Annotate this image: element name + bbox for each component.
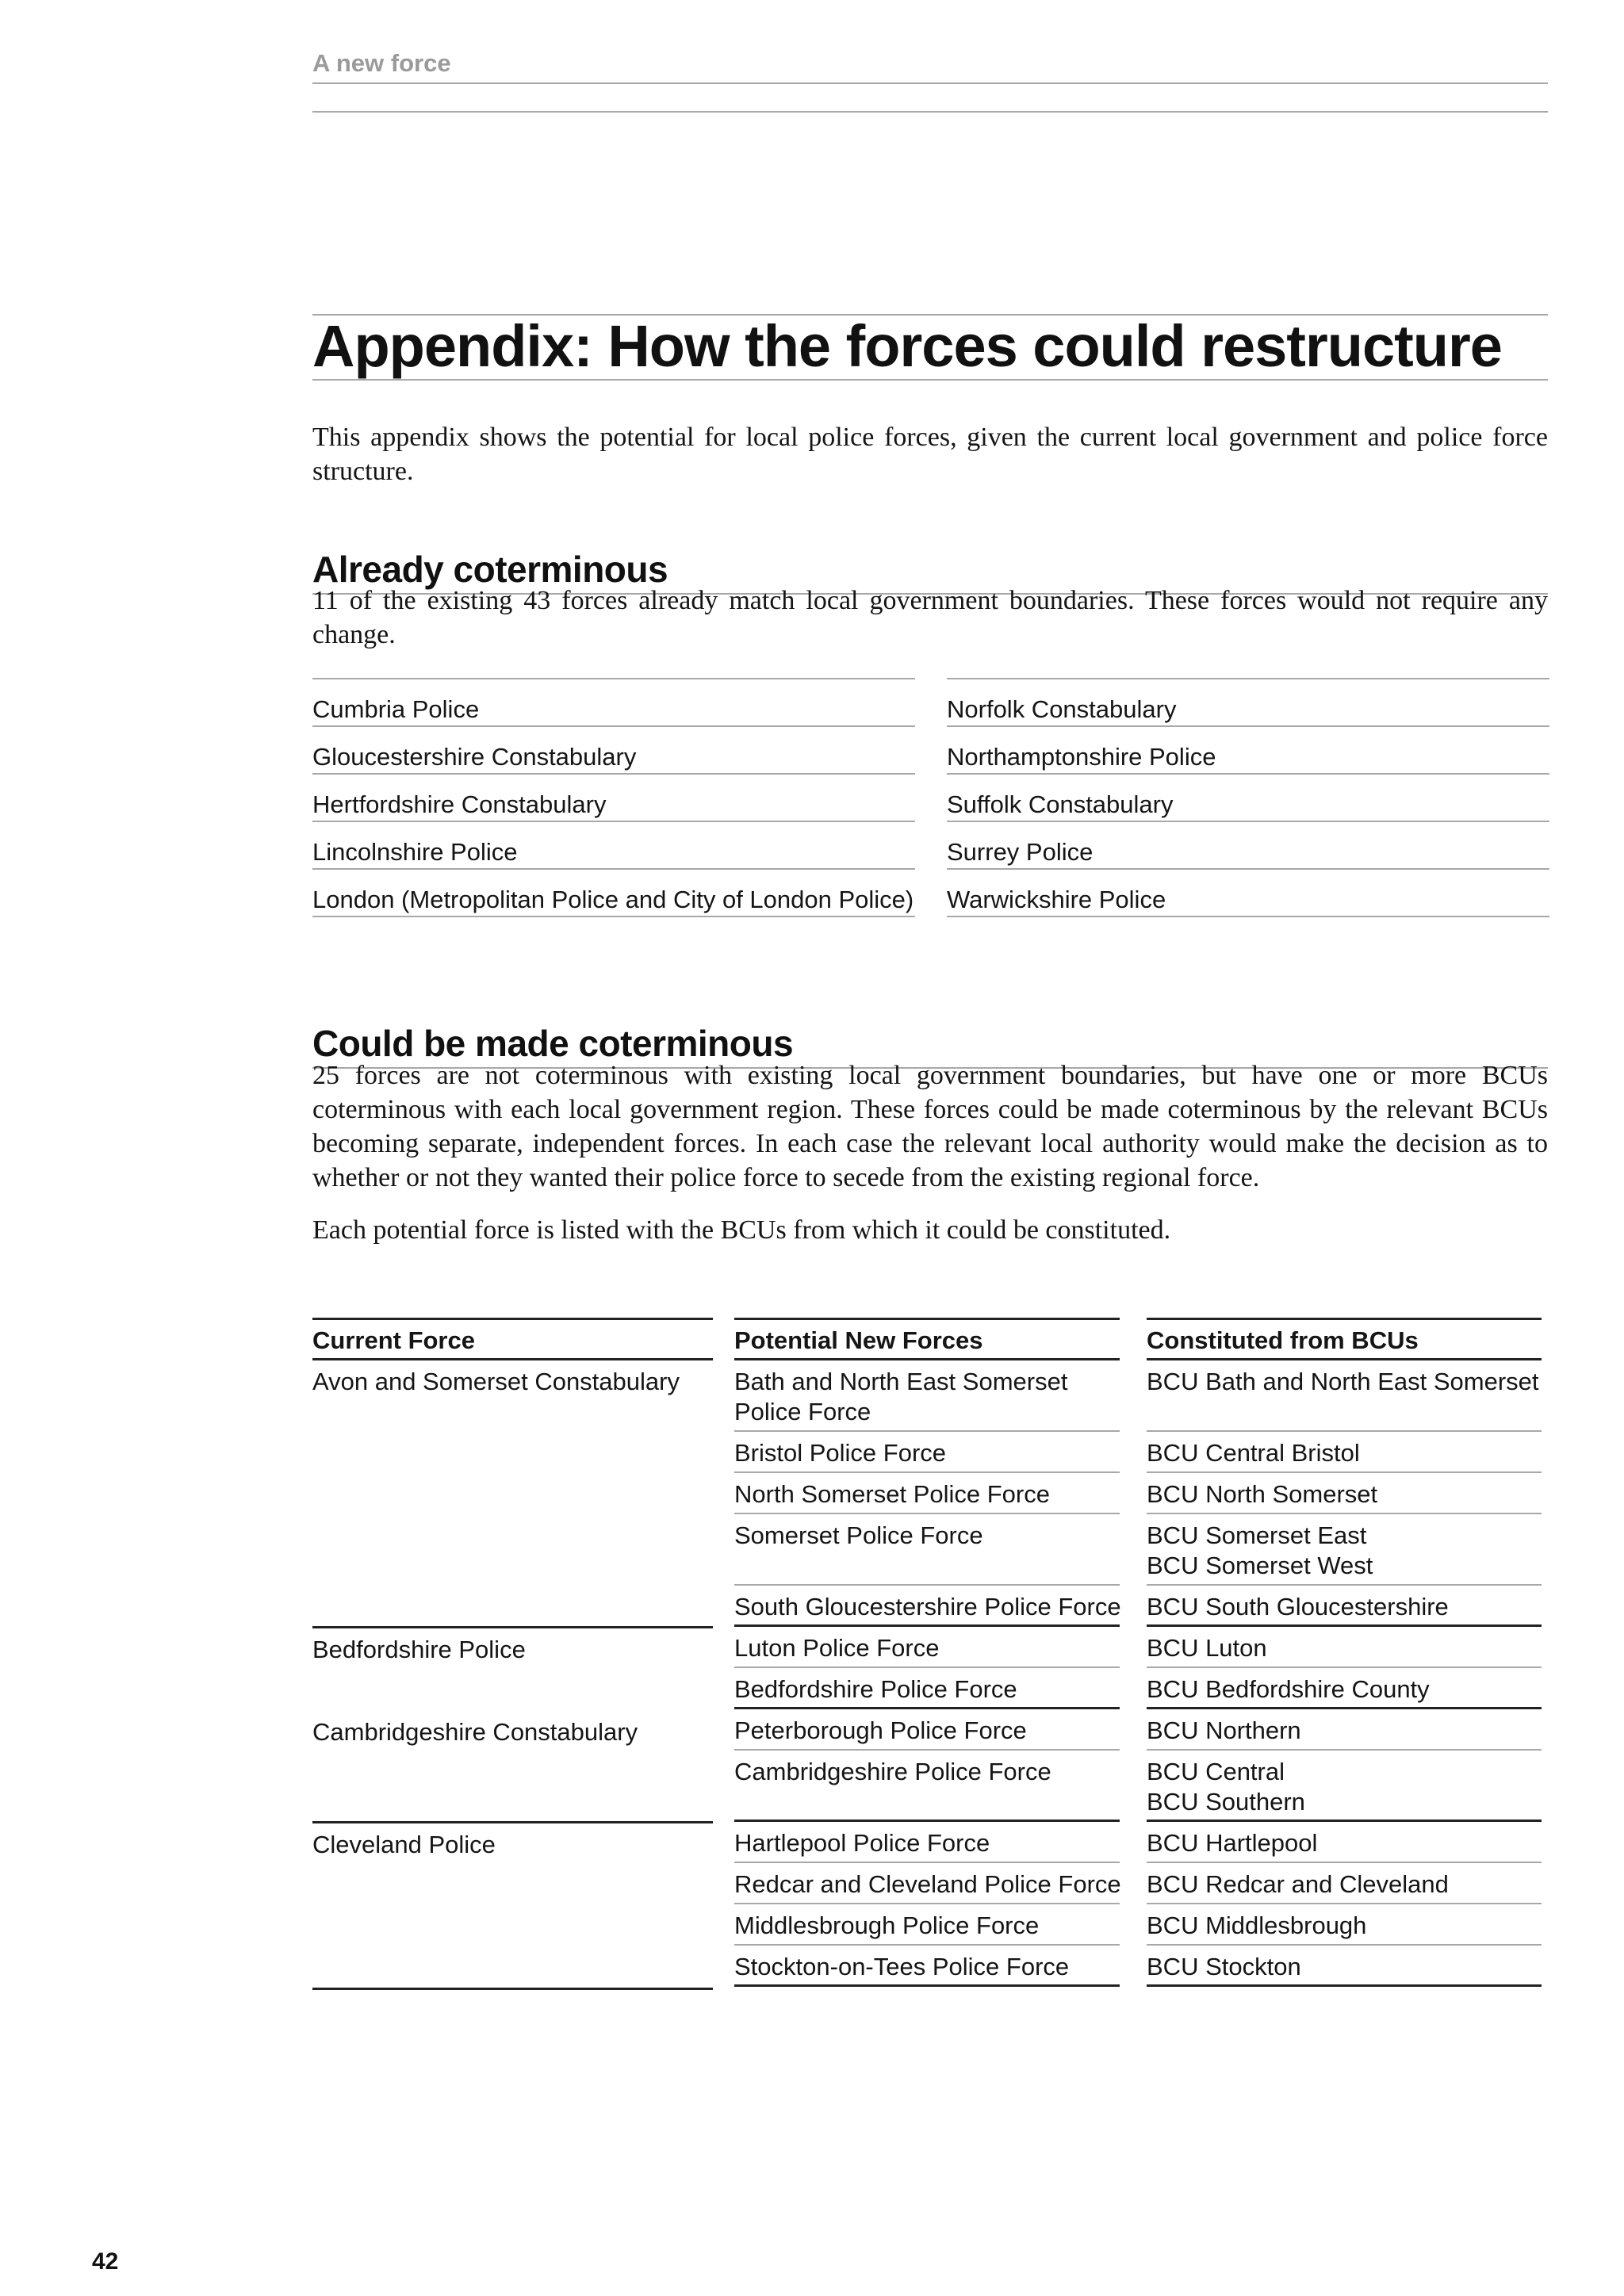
table-cell-bcu [1147, 1514, 1542, 1586]
table-cell-bcu: BCU Stockton [1147, 1946, 1542, 1987]
table-cell-line: Bath and North East Somerset [734, 1368, 1068, 1395]
table-cell-potential: Bristol Police Force [734, 1432, 1120, 1473]
table-cell-line: BCU Somerset East [1147, 1521, 1367, 1549]
bcu-header: Constituted from BCUs [1147, 1318, 1542, 1360]
table-cell-bcu: BCU North Somerset [1147, 1473, 1542, 1514]
table-cell-potential: Somerset Police Force [734, 1514, 1120, 1586]
page-number: 42 [92, 2248, 119, 2275]
current-force-column [312, 1318, 713, 1990]
already-coterminous-paragraph: 11 of the existing 43 forces already match local government boundaries. These forces would not require any change. [312, 586, 1548, 649]
table-cell-bcu: BCU Bath and North East Somerset [1147, 1360, 1542, 1432]
coterminous-list-right [947, 678, 1549, 917]
table-cell-potential: North Somerset Police Force [734, 1473, 1120, 1514]
table-cell-potential: Redcar and Cleveland Police Force [734, 1863, 1120, 1904]
potential-forces-column [734, 1318, 1120, 1987]
intro-paragraph: This appendix shows the potential for local police forces, given the current local government and police force structure. [312, 423, 1548, 486]
table-cell-potential: Middlesbrough Police Force [734, 1904, 1120, 1946]
table-cell-bcu: BCU Central Bristol [1147, 1432, 1542, 1473]
coterminous-force: Suffolk Constabulary [947, 775, 1549, 822]
table-cell-potential: Stockton-on-Tees Police Force [734, 1946, 1120, 1987]
could-be-coterminous-paragraph: 25 forces are not coterminous with existing local government boundaries, but have one or more BCUs coterminous with each local government region. These forces could be made coterminous by the relevant BCUs becoming separate, independent forces. In each case the relevant local authority would make the decision as to whether or not they wanted their police force to secede from the existing regional force. [312, 1061, 1548, 1192]
header-rule [312, 111, 1548, 113]
table-cell-bcu: BCU Luton [1147, 1627, 1542, 1668]
coterminous-force: London (Metropolitan Police and City of London Police) [312, 870, 915, 917]
table-cell-line: BCU Southern [1147, 1788, 1305, 1816]
current-force-header: Current Force [312, 1318, 713, 1360]
table-cell-potential: Hartlepool Police Force [734, 1822, 1120, 1863]
coterminous-force: Norfolk Constabulary [947, 679, 1549, 727]
coterminous-force: Hertfordshire Constabulary [312, 775, 915, 822]
table-cell-bcu: BCU Bedfordshire County [1147, 1668, 1542, 1709]
table-cell-potential: Bedfordshire Police Force [734, 1668, 1120, 1709]
table-cell-potential [734, 1360, 1120, 1432]
table-cell-bcu: BCU South Gloucestershire [1147, 1586, 1542, 1627]
coterminous-force: Surrey Police [947, 822, 1549, 870]
bcu-explanation-paragraph: Each potential force is listed with the BCUs from which it could be constituted. [312, 1215, 1171, 1245]
table-cell-current: Cleveland Police [312, 1823, 713, 1990]
bcu-column [1147, 1318, 1542, 1987]
already-coterminous-heading: Already coterminous [312, 547, 1548, 595]
coterminous-force: Cumbria Police [312, 679, 915, 727]
could-be-coterminous-heading: Could be made coterminous [312, 1021, 1548, 1069]
table-cell-bcu [1147, 1751, 1542, 1822]
table-cell-line: BCU Central [1147, 1758, 1285, 1785]
page-title: Appendix: How the forces could restructure [312, 314, 1548, 381]
table-cell-potential: South Gloucestershire Police Force [734, 1586, 1120, 1627]
table-cell-current: Bedfordshire Police [312, 1636, 526, 1663]
coterminous-force: Lincolnshire Police [312, 822, 915, 870]
table-cell-bcu: BCU Northern [1147, 1709, 1542, 1751]
coterminous-list-left [312, 678, 915, 917]
table-cell-potential: Luton Police Force [734, 1627, 1120, 1668]
table-cell-bcu: BCU Middlesbrough [1147, 1904, 1542, 1946]
table-cell-bcu: BCU Redcar and Cleveland [1147, 1863, 1542, 1904]
running-head: A new force [312, 49, 1548, 84]
table-cell-potential: Peterborough Police Force [734, 1709, 1120, 1751]
table-cell-line: BCU Somerset West [1147, 1552, 1373, 1579]
table-cell-bcu: BCU Hartlepool [1147, 1822, 1542, 1863]
table-cell-current: Avon and Somerset Constabulary [312, 1360, 713, 1628]
potential-forces-header: Potential New Forces [734, 1318, 1120, 1360]
table-cell-potential: Cambridgeshire Police Force [734, 1751, 1120, 1822]
table-cell-current: Cambridgeshire Constabulary [312, 1711, 713, 1823]
coterminous-force: Warwickshire Police [947, 870, 1549, 917]
table-cell-line: Police Force [734, 1398, 871, 1425]
coterminous-force: Northamptonshire Police [947, 727, 1549, 775]
coterminous-force: Gloucestershire Constabulary [312, 727, 915, 775]
